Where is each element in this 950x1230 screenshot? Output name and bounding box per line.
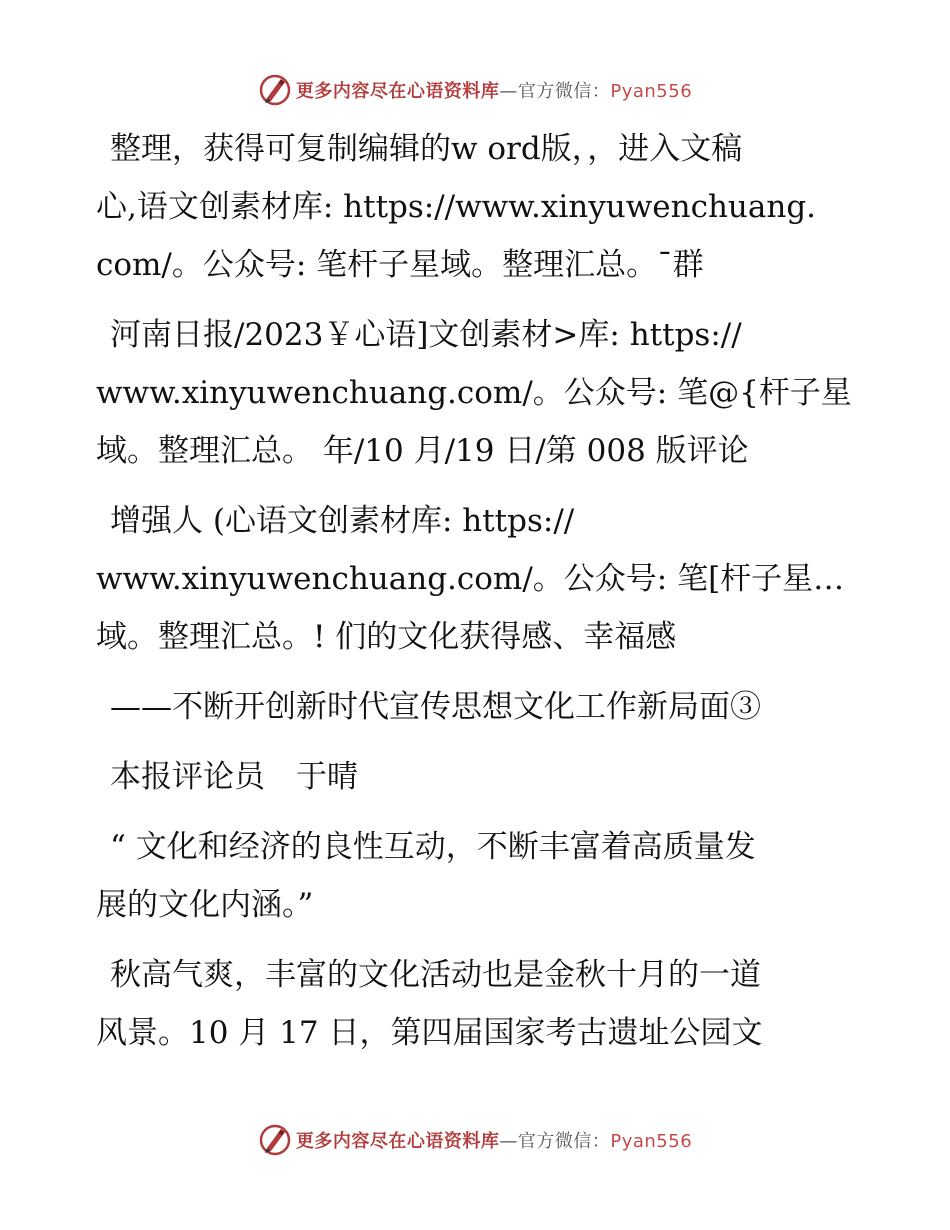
text-line: 秋高气爽，丰富的文化活动也是金秋十月的一道 [110,957,761,993]
banner-site-name: 更多内容尽在心语资料库 [295,1131,500,1152]
footer-banner [0,1120,950,1160]
text-line: www.xinyuwenchuang.com/。公众号: 笔@{杆子星 [96,375,852,411]
text-line: com/。公众号: 笔杆子星域。整理汇总。¯群 [96,247,704,283]
banner-dash: — [499,81,518,102]
pen-logo-icon [258,73,292,107]
text-line: 心,语文创素材库: https://www.xinyuwenchuang. [96,189,817,225]
text-line: 展的文化内涵。” [96,887,314,923]
subtitle [96,678,856,736]
pen-logo-icon [258,1123,292,1157]
text-line: 风景。10 月 17 日，第四届国家考古遗址公园文 [96,1015,763,1051]
banner-site-name: 更多内容尽在心语资料库 [295,81,500,102]
text-line: www.xinyuwenchuang.com/。公众号: 笔[杆子星… [96,561,845,597]
text-line: “ 文化和经济的良性互动，不断丰富着高质量发 [110,829,756,865]
banner-dash: — [499,1131,518,1152]
paragraph-1 [96,120,856,294]
byline [96,748,856,806]
text-line: 河南日报/2023￥心语]文创素材>库: https:// [110,317,742,353]
text-line: 整理，获得可复制编辑的w ord版，，进入文稿 [110,131,743,167]
header-banner [0,70,950,110]
text-line: 本报评论员 于晴 [110,759,358,795]
banner-wechat-id: Pyan556 [610,1131,693,1152]
banner-official-label: 官方微信： [517,81,611,102]
quote-paragraph [96,818,856,934]
text-line: 增强人 (心语文创素材库: https:// [110,503,575,539]
document-body [96,120,856,1074]
text-line: 域。整理汇总。! 们的文化获得感、幸福感 [96,619,677,655]
banner-official-label: 官方微信： [517,1131,611,1152]
banner-wechat-id: Pyan556 [610,81,693,102]
paragraph-3 [96,492,856,666]
text-line: ——不断开创新时代宣传思想文化工作新局面③ [110,689,761,725]
banner-text [296,1127,692,1153]
text-line: 域。整理汇总。 年/10 月/19 日/第 008 版评论 [96,433,749,469]
paragraph-2 [96,306,856,480]
banner-text [296,77,692,103]
paragraph-body [96,946,856,1062]
